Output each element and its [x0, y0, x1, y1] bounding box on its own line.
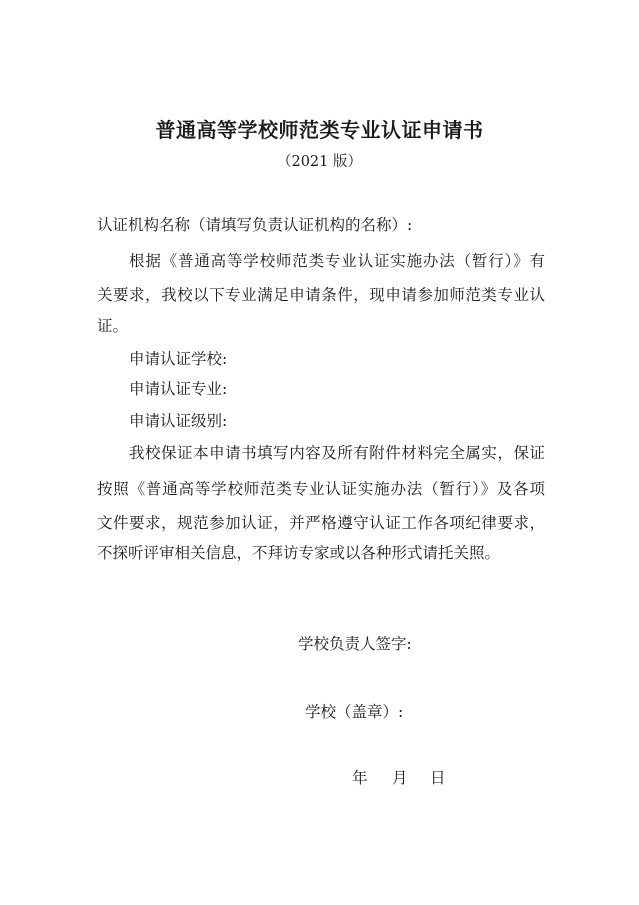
applying-level-label: 申请认证级别:	[129, 412, 228, 430]
applying-school-label: 申请认证学校:	[129, 350, 228, 368]
pledge-paragraph-line-4: 不探听评审相关信息，不拜访专家或以各种形式请托关照。	[97, 544, 501, 562]
school-leader-signature-label: 学校负责人签字:	[298, 635, 412, 653]
pledge-paragraph-line-2: 按照《普通高等学校师范类专业认证实施办法（暂行）》及各项	[97, 480, 545, 498]
date-day-label: 日	[430, 769, 446, 787]
intro-paragraph-line-2: 关要求，我校以下专业满足申请条件，现申请参加师范类专业认	[97, 286, 545, 304]
document-edition: （2021 版）	[276, 154, 362, 170]
applying-major-label: 申请认证专业:	[129, 380, 228, 398]
pledge-paragraph-line-3: 文件要求，规范参加认证，并严格遵守认证工作各项纪律要求，	[97, 514, 545, 532]
intro-paragraph-line-1: 根据《普通高等学校师范类专业认证实施办法（暂行）》有	[129, 252, 545, 270]
date-year-label: 年	[352, 769, 368, 787]
school-stamp-label: 学校（盖章）:	[305, 703, 404, 721]
date-month-label: 月	[392, 769, 408, 787]
institution-name-label: 认证机构名称（请填写负责认证机构的名称）:	[97, 216, 413, 234]
intro-paragraph-line-3: 证。	[97, 317, 129, 335]
document-title: 普通高等学校师范类专业认证申请书	[155, 118, 484, 142]
pledge-paragraph-line-1: 我校保证本申请书填写内容及所有附件材料完全属实，保证	[129, 444, 545, 462]
